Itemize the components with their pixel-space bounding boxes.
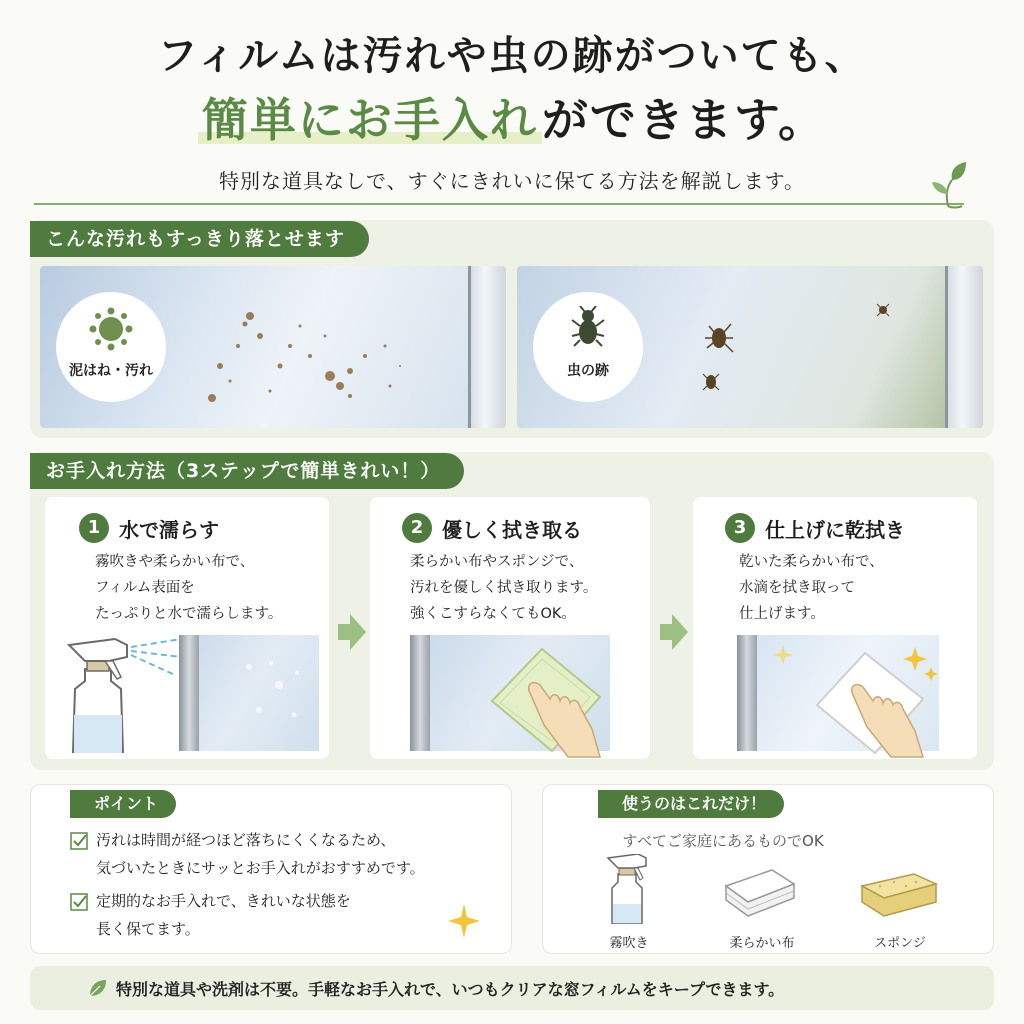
step-1-header bbox=[79, 513, 319, 545]
leaf-icon-2 bbox=[88, 978, 108, 998]
spray-bottle-icon bbox=[55, 635, 185, 753]
step-2-number: 2 bbox=[402, 513, 432, 543]
footer-bar bbox=[30, 966, 994, 1010]
step-1-number: 1 bbox=[79, 513, 109, 543]
step-1-line-2: フィルム表面を bbox=[95, 580, 195, 596]
step-card-1 bbox=[45, 497, 329, 759]
cloth-wiping-icon bbox=[482, 641, 612, 759]
step-3-header bbox=[725, 513, 965, 545]
step-2-description bbox=[410, 549, 597, 627]
tools-note: すべてご家庭にあるものでOK bbox=[622, 832, 824, 850]
tool-label-cloth: 柔らかい布 bbox=[729, 936, 795, 951]
step-2-line-1: 柔らかい布やスポンジで、 bbox=[410, 554, 584, 570]
point-item-1 bbox=[96, 826, 425, 882]
dirt-section-tag: こんな汚れもすっきり落とせます bbox=[30, 221, 369, 257]
step-3-line-1: 乾いた柔らかい布で、 bbox=[739, 554, 884, 570]
step-1-line-1: 霧吹きや柔らかい布で、 bbox=[95, 554, 255, 570]
step-3-title: 仕上げに乾拭き bbox=[765, 518, 905, 542]
steps-section-tag: お手入れ方法（3ステップで簡単きれい！） bbox=[30, 453, 464, 489]
mud-splatter bbox=[190, 296, 430, 416]
mud-badge bbox=[56, 292, 166, 402]
point-tag: ポイント bbox=[70, 790, 176, 818]
bug-marks bbox=[687, 296, 907, 406]
step-card-2 bbox=[370, 497, 650, 759]
window-frame bbox=[468, 266, 506, 428]
page-title-line2 bbox=[0, 84, 1024, 150]
step-card-3 bbox=[693, 497, 977, 759]
spray-bottle-icon-2 bbox=[604, 854, 654, 924]
bug-icon bbox=[570, 306, 606, 348]
checkbox-icon bbox=[70, 832, 88, 850]
dry-cloth-icon bbox=[803, 641, 943, 759]
step-3-line-3: 仕上げます。 bbox=[739, 606, 825, 622]
step-1-line-3: たっぷりと水で濡らします。 bbox=[95, 606, 283, 622]
header-divider bbox=[34, 203, 964, 205]
footer-text: 特別な道具や洗剤は不要。手軽なお手入れで、いつもクリアな窓フィルムをキープできます。 bbox=[116, 980, 785, 999]
step-3-line-2: 水滴を拭き取って bbox=[739, 580, 855, 596]
tool-label-spray: 霧吹き bbox=[609, 936, 649, 951]
tool-label-sponge: スポンジ bbox=[874, 936, 926, 951]
step-2-line-3: 強くこすらなくてもOK。 bbox=[410, 606, 576, 622]
bug-label: 虫の跡 bbox=[567, 363, 609, 379]
leaf-icon bbox=[926, 160, 972, 210]
point-item-2 bbox=[96, 887, 351, 943]
arrow-right-icon-2 bbox=[660, 612, 688, 652]
checkbox-icon-2 bbox=[70, 893, 88, 911]
step-3-number: 3 bbox=[725, 513, 755, 543]
point-item-1-line-1: 汚れは時間が経つほど落ちにくくなるため、 bbox=[96, 831, 396, 849]
step-1-description bbox=[95, 549, 282, 627]
step-2-header bbox=[402, 513, 642, 545]
window-frame-2 bbox=[945, 266, 983, 428]
arrow-right-icon bbox=[338, 612, 366, 652]
sparkle-icon-2 bbox=[448, 904, 480, 938]
title-highlight: 簡単にお手入れ bbox=[198, 93, 542, 147]
cloth-icon bbox=[722, 866, 798, 918]
point-item-2-line-1: 定期的なお手入れで、きれいな状態を bbox=[96, 892, 351, 910]
mud-label: 泥はね・汚れ bbox=[69, 363, 153, 379]
dirt-splash-icon bbox=[88, 306, 134, 352]
bug-badge bbox=[533, 292, 643, 402]
point-item-1-line-2: 気づいたときにサッとお手入れがおすすめです。 bbox=[96, 859, 425, 877]
tools-tag: 使うのはこれだけ！ bbox=[598, 790, 784, 818]
title-rest: ができます。 bbox=[541, 93, 827, 147]
step-3-description bbox=[739, 549, 884, 627]
sparkle-icon bbox=[773, 645, 793, 665]
point-item-2-line-2: 長く保てます。 bbox=[96, 920, 200, 938]
page-subtitle: 特別な道具なしで、すぐにきれいに保てる方法を解説します。 bbox=[219, 169, 805, 193]
step-1-window bbox=[179, 635, 319, 751]
sponge-icon bbox=[860, 872, 938, 918]
step-2-title: 優しく拭き取る bbox=[442, 518, 582, 542]
page-title-line1: フィルムは汚れや虫の跡がついても、 bbox=[157, 33, 867, 79]
step-1-title: 水で濡らす bbox=[119, 518, 219, 542]
step-2-line-2: 汚れを優しく拭き取ります。 bbox=[410, 580, 598, 596]
water-droplets bbox=[239, 655, 309, 735]
